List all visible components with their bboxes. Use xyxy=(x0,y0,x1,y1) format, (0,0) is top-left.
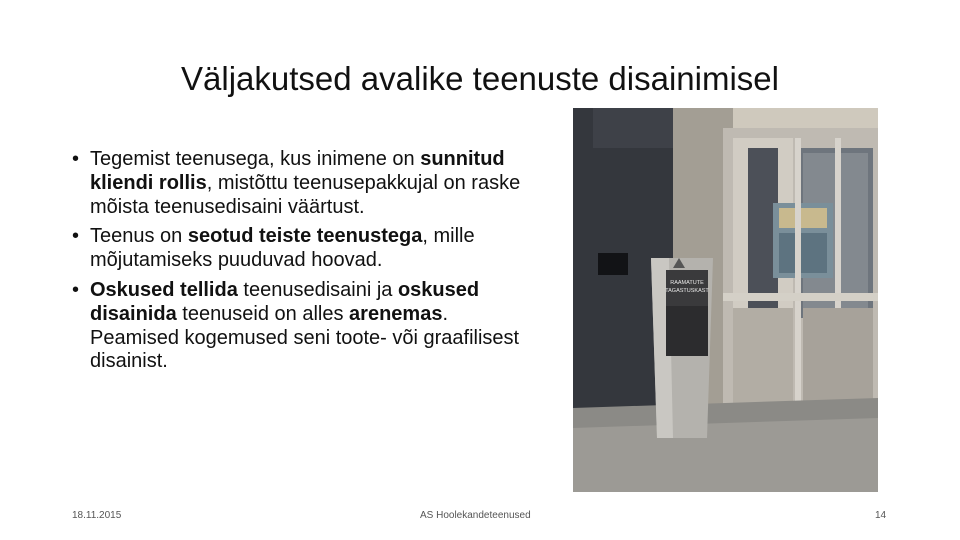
bullet-item xyxy=(70,279,530,374)
bullet-item xyxy=(70,148,530,219)
bullet-text-bold: sunnitud kliendi rollis xyxy=(90,148,505,194)
bullet-list xyxy=(70,148,530,380)
footer-date: 18.11.2015 xyxy=(72,510,122,521)
bullet-text: Tegemist teenusega, kus inimene on xyxy=(90,148,421,170)
footer-page-number: 14 xyxy=(875,510,887,521)
kiosk-sign-line2: TAGASTUSKAST xyxy=(665,288,709,294)
bullet-text: , mille mõjutamiseks puuduvad hoovad. xyxy=(90,225,475,272)
library-entrance-photo xyxy=(573,108,878,492)
bullet-text: teenusedisaini ja xyxy=(237,278,398,301)
bullet-text: Teenus on xyxy=(90,225,188,248)
bullet-text-bold: oskused disainida xyxy=(90,278,480,325)
footer-organization: AS Hoolekandeteenused xyxy=(420,510,531,521)
bullet-text: teenuseid on alles xyxy=(176,302,350,325)
slide-title: Väljakutsed avalike teenuste disainimisel xyxy=(181,60,779,97)
bullet-text-bold: arenemas xyxy=(349,302,443,325)
bullet-text-bold: Oskused tellida xyxy=(90,278,238,301)
kiosk-sign-line1: RAAMATUTE xyxy=(670,280,704,286)
bullet-text: , mistõttu teenusepakkujal on raske mõista teenusedisaini väärtust. xyxy=(90,171,521,218)
bullet-marker: • xyxy=(72,225,80,248)
bullet-text: . Peamised kogemused seni toote- või graafilisest disainist. xyxy=(90,302,520,373)
bullet-marker: • xyxy=(72,278,80,301)
bullet-text-bold: seotud teiste teenustega xyxy=(187,225,423,248)
bullet-marker: • xyxy=(72,148,80,170)
bullet-item xyxy=(70,225,530,273)
